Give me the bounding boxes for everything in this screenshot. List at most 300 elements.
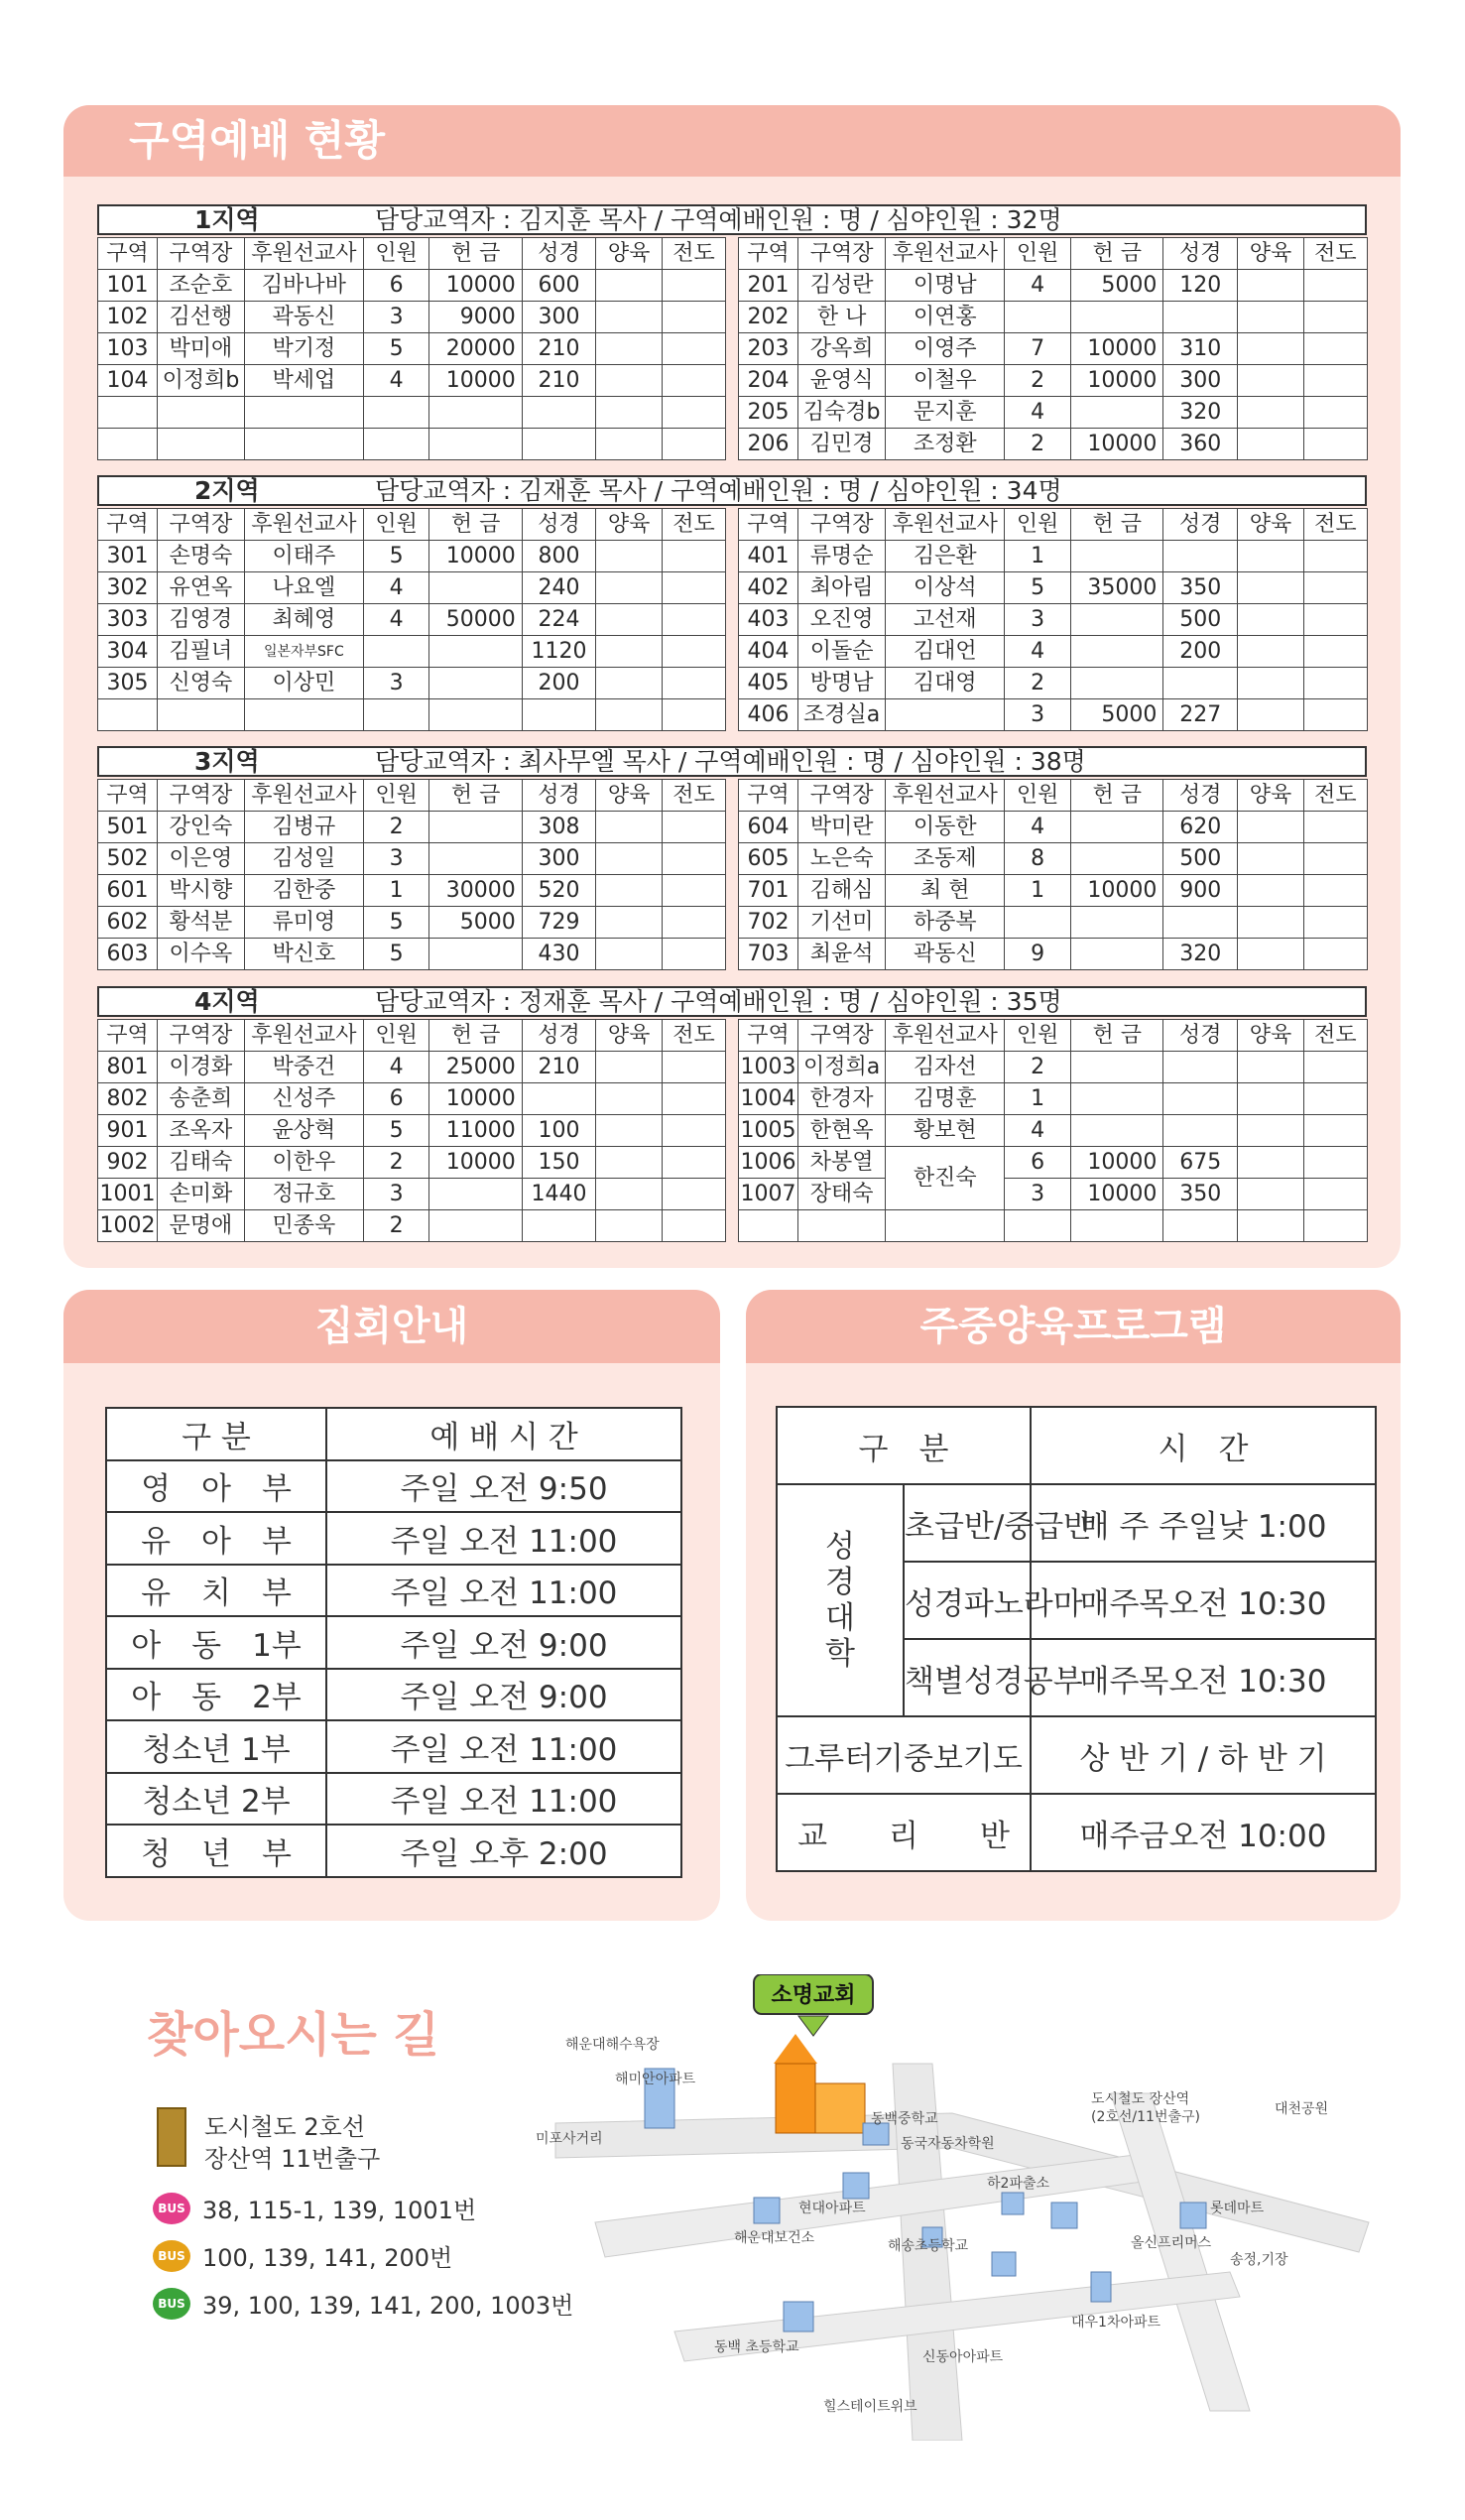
- table-cell: 10000: [429, 1147, 522, 1179]
- table-row: [739, 875, 1368, 907]
- table-cell: 240: [522, 572, 596, 604]
- column-header: 구역장: [798, 509, 886, 541]
- table-cell: [1303, 302, 1367, 333]
- table-cell: [1238, 365, 1304, 397]
- table-cell: 200: [522, 668, 596, 699]
- table-row: [739, 668, 1368, 699]
- table-cell: [363, 429, 429, 460]
- table-cell: 곽동신: [886, 939, 1005, 970]
- column-header: 후원선교사: [886, 1020, 1005, 1052]
- table-cell: 303: [98, 604, 158, 636]
- table-row: [739, 1115, 1368, 1147]
- table-cell: [1071, 907, 1163, 939]
- worship-time: 주일 오전 9:00: [326, 1616, 681, 1669]
- table-cell: 675: [1163, 1147, 1238, 1179]
- table-cell: [1071, 812, 1163, 843]
- table-cell: [596, 604, 663, 636]
- department-name: 청 년 부: [106, 1825, 326, 1877]
- table-cell: 406: [739, 699, 798, 731]
- table-row: [98, 429, 726, 460]
- table-row: [98, 333, 726, 365]
- worship-time: 주일 오전 11:00: [326, 1720, 681, 1773]
- map-label: 해운대해수욕장: [565, 2037, 660, 2053]
- table-cell: [1071, 604, 1163, 636]
- table-cell: [662, 541, 725, 572]
- table-cell: [662, 302, 725, 333]
- table-cell: 602: [98, 907, 158, 939]
- column-header: 양육: [1238, 1020, 1304, 1052]
- map-label: 롯데마트: [1210, 2201, 1265, 2216]
- table-cell: [662, 397, 725, 429]
- table-cell: 2: [363, 812, 429, 843]
- table-cell: [1163, 541, 1238, 572]
- table-cell: [1238, 429, 1304, 460]
- table-cell: [596, 1052, 663, 1083]
- map-label: 해송초등학교: [888, 2238, 969, 2254]
- table-row: [98, 270, 726, 302]
- location-map: [536, 1974, 1389, 2441]
- district-table-right: [738, 1019, 1368, 1242]
- table-cell: 1: [1005, 541, 1071, 572]
- table-cell: 10000: [1071, 875, 1163, 907]
- map-label: 송정,기장: [1230, 2252, 1288, 2268]
- table-cell: 5: [363, 1115, 429, 1147]
- table-cell: [596, 939, 663, 970]
- department-name: 아 동 1부: [106, 1616, 326, 1669]
- column-header: 성경: [1163, 1020, 1238, 1052]
- table-cell: 4: [363, 572, 429, 604]
- table-cell: 신영숙: [157, 668, 244, 699]
- column-header: 구역: [98, 509, 158, 541]
- table-cell: 701: [739, 875, 798, 907]
- table-cell: 210: [522, 333, 596, 365]
- col-time: 예 배 시 간: [326, 1408, 681, 1460]
- table-cell: 차봉열: [798, 1147, 886, 1179]
- table-cell: 35000: [1071, 572, 1163, 604]
- table-cell: [1303, 636, 1367, 668]
- column-header: 양육: [596, 1020, 663, 1052]
- column-header: 인원: [1005, 509, 1071, 541]
- directions-title: 찾아오시는 길: [147, 2007, 439, 2063]
- table-cell: 3: [363, 668, 429, 699]
- table-cell: 김성일: [244, 843, 363, 875]
- subway-exit: 장산역 11번출구: [204, 2145, 381, 2173]
- column-header: 전도: [1303, 780, 1367, 812]
- table-cell: [596, 572, 663, 604]
- table-cell: 205: [739, 397, 798, 429]
- table-cell: [662, 333, 725, 365]
- church-name: 소명교회: [771, 1983, 856, 2008]
- table-cell: 10000: [1071, 365, 1163, 397]
- table-cell: 조순호: [157, 270, 244, 302]
- district-worship-title: 구역예배 현황: [63, 105, 1401, 177]
- district-meta: 담당교역자 : 정재훈 목사 / 구역예배인원 : 명 / 심야인원 : 35명: [375, 987, 1062, 1016]
- district-name: 2지역: [194, 476, 260, 505]
- col-time: 시 간: [1031, 1407, 1376, 1484]
- table-cell: [1071, 636, 1163, 668]
- table-cell: 206: [739, 429, 798, 460]
- district-table-right: [738, 779, 1368, 970]
- table-cell: 10000: [1071, 1147, 1163, 1179]
- table-cell: 202: [739, 302, 798, 333]
- table-row: [98, 1179, 726, 1210]
- table-row: [739, 270, 1368, 302]
- table-cell: 900: [1163, 875, 1238, 907]
- table-cell: 곽동신: [244, 302, 363, 333]
- table-cell: [1071, 1210, 1163, 1242]
- table-cell: [596, 1179, 663, 1210]
- column-header: 구역: [98, 238, 158, 270]
- table-cell: 603: [98, 939, 158, 970]
- table-cell: 702: [739, 907, 798, 939]
- table-cell: 4: [1005, 812, 1071, 843]
- table-cell: 일본자부SFC: [244, 636, 363, 668]
- table-cell: 방명남: [798, 668, 886, 699]
- table-cell: 9: [1005, 939, 1071, 970]
- table-cell: [1238, 1147, 1304, 1179]
- table-row: [106, 1825, 681, 1877]
- column-header: 인원: [363, 780, 429, 812]
- table-cell: [596, 875, 663, 907]
- table-cell: 120: [1163, 270, 1238, 302]
- table-cell: [1303, 939, 1367, 970]
- table-cell: 나요엘: [244, 572, 363, 604]
- table-row: [106, 1460, 681, 1513]
- table-cell: [157, 397, 244, 429]
- table-cell: [1303, 270, 1367, 302]
- table-cell: [1238, 1083, 1304, 1115]
- table-cell: [429, 397, 522, 429]
- table-cell: [1238, 270, 1304, 302]
- church-icon: [774, 2034, 865, 2133]
- table-cell: 4: [1005, 397, 1071, 429]
- table-cell: 4: [1005, 270, 1071, 302]
- table-cell: [1071, 1115, 1163, 1147]
- column-header: 전도: [1303, 238, 1367, 270]
- table-cell: [596, 1083, 663, 1115]
- program-time: 매주금오전 10:00: [1031, 1794, 1376, 1871]
- table-cell: 10000: [1071, 429, 1163, 460]
- district-name: 4지역: [194, 987, 260, 1016]
- table-cell: 210: [522, 1052, 596, 1083]
- table-cell: [363, 636, 429, 668]
- table-cell: [429, 668, 522, 699]
- column-header: 헌 금: [1071, 238, 1163, 270]
- table-cell: 5: [363, 333, 429, 365]
- table-row: [98, 636, 726, 668]
- table-cell: [1163, 668, 1238, 699]
- table-cell: 7: [1005, 333, 1071, 365]
- table-cell: [662, 1115, 725, 1147]
- column-header: 전도: [1303, 509, 1367, 541]
- table-cell: [662, 1052, 725, 1083]
- table-cell: 5: [363, 541, 429, 572]
- table-cell: [1163, 1083, 1238, 1115]
- table-cell: [98, 397, 158, 429]
- table-cell: [662, 365, 725, 397]
- program-name: 초급반/중급반: [904, 1484, 1031, 1562]
- table-cell: 이정희b: [157, 365, 244, 397]
- table-cell: [1238, 636, 1304, 668]
- table-cell: [429, 1179, 522, 1210]
- table-row: [739, 1179, 1368, 1210]
- table-cell: 600: [522, 270, 596, 302]
- table-cell: 101: [98, 270, 158, 302]
- table-cell: 100: [522, 1115, 596, 1147]
- meeting-table: [105, 1407, 682, 1878]
- table-cell: 5: [363, 939, 429, 970]
- map-label: 현대아파트: [798, 2201, 866, 2216]
- table-cell: [1005, 907, 1071, 939]
- table-cell: [596, 1147, 663, 1179]
- table-cell: [596, 699, 663, 731]
- program-name: 성경파노라마: [904, 1562, 1031, 1639]
- table-row: [739, 843, 1368, 875]
- table-cell: 227: [1163, 699, 1238, 731]
- column-header: 성경: [522, 509, 596, 541]
- column-header: 헌 금: [429, 780, 522, 812]
- table-cell: [1238, 875, 1304, 907]
- weekly-program-panel: [746, 1290, 1401, 1921]
- table-cell: 1005: [739, 1115, 798, 1147]
- table-row: [106, 1512, 681, 1565]
- table-row: [739, 907, 1368, 939]
- column-header: 후원선교사: [244, 780, 363, 812]
- bus-route-3: [153, 2286, 573, 2322]
- table-cell: 이태주: [244, 541, 363, 572]
- table-cell: 김영경: [157, 604, 244, 636]
- column-header: 후원선교사: [886, 509, 1005, 541]
- program-time: 매주목오전 10:30: [1031, 1562, 1376, 1639]
- table-cell: 4: [363, 365, 429, 397]
- table-cell: [1303, 1083, 1367, 1115]
- table-cell: [1238, 604, 1304, 636]
- table-cell: 30000: [429, 875, 522, 907]
- table-cell: 402: [739, 572, 798, 604]
- table-cell: 620: [1163, 812, 1238, 843]
- table-cell: 한현옥: [798, 1115, 886, 1147]
- table-cell: [244, 699, 363, 731]
- table-row: [739, 1210, 1368, 1242]
- table-cell: 이은영: [157, 843, 244, 875]
- table-row: [739, 1052, 1368, 1083]
- table-cell: 류미영: [244, 907, 363, 939]
- table-cell: 김바나바: [244, 270, 363, 302]
- table-row: [98, 572, 726, 604]
- table-cell: 308: [522, 812, 596, 843]
- district-table-left: [97, 779, 726, 970]
- table-cell: 김필녀: [157, 636, 244, 668]
- table-cell: [596, 1210, 663, 1242]
- table-cell: 이돌순: [798, 636, 886, 668]
- column-header: 성경: [522, 780, 596, 812]
- table-cell: 1006: [739, 1147, 798, 1179]
- table-cell: [662, 699, 725, 731]
- table-cell: [1303, 365, 1367, 397]
- table-row: [106, 1669, 681, 1721]
- column-header: 인원: [1005, 238, 1071, 270]
- table-cell: [1163, 1115, 1238, 1147]
- table-cell: [596, 541, 663, 572]
- table-cell: 문지훈: [886, 397, 1005, 429]
- table-cell: 801: [98, 1052, 158, 1083]
- table-cell: 이경화: [157, 1052, 244, 1083]
- column-header: 구역: [98, 780, 158, 812]
- table-cell: 901: [98, 1115, 158, 1147]
- district-meta: 담당교역자 : 김지훈 목사 / 구역예배인원 : 명 / 심야인원 : 32명: [375, 205, 1062, 234]
- table-cell: [429, 636, 522, 668]
- bible-college-label: [777, 1484, 904, 1716]
- table-cell: [429, 843, 522, 875]
- table-cell: 한 나: [798, 302, 886, 333]
- table-cell: [662, 843, 725, 875]
- table-cell: [1238, 699, 1304, 731]
- table-cell: 500: [1163, 604, 1238, 636]
- column-header: 양육: [596, 238, 663, 270]
- column-header: 구역: [739, 509, 798, 541]
- table-cell: 이한우: [244, 1147, 363, 1179]
- table-cell: [1303, 604, 1367, 636]
- table-cell: 강옥희: [798, 333, 886, 365]
- column-header: 후원선교사: [886, 780, 1005, 812]
- table-cell: 203: [739, 333, 798, 365]
- table-cell: [662, 1210, 725, 1242]
- table-cell: [429, 429, 522, 460]
- table-cell: [1303, 875, 1367, 907]
- table-cell: 1: [363, 875, 429, 907]
- bus-routes: 38, 115-1, 139, 1001번: [202, 2197, 477, 2224]
- table-row: [98, 875, 726, 907]
- table-cell: [596, 397, 663, 429]
- district-table-left: [97, 1019, 726, 1242]
- district-block: [97, 986, 1367, 1238]
- district-header: [97, 986, 1367, 1017]
- table-row: [98, 365, 726, 397]
- table-cell: 박신호: [244, 939, 363, 970]
- table-cell: 김숙경b: [798, 397, 886, 429]
- table-cell: 1: [1005, 1083, 1071, 1115]
- map-label: 도시철도 장산역: [1091, 2091, 1190, 2107]
- department-name: 유 치 부: [106, 1565, 326, 1617]
- table-cell: 황석분: [157, 907, 244, 939]
- table-cell: [1303, 397, 1367, 429]
- subway-icon: [157, 2107, 186, 2167]
- table-cell: [1303, 541, 1367, 572]
- table-cell: 조동제: [886, 843, 1005, 875]
- table-cell: 김선행: [157, 302, 244, 333]
- table-cell: [1071, 1052, 1163, 1083]
- table-cell: 최윤석: [798, 939, 886, 970]
- table-cell: [739, 1210, 798, 1242]
- table-cell: 노은숙: [798, 843, 886, 875]
- table-cell: 민종욱: [244, 1210, 363, 1242]
- table-cell: 조정환: [886, 429, 1005, 460]
- table-cell: 601: [98, 875, 158, 907]
- table-cell: 2: [363, 1210, 429, 1242]
- table-cell: [662, 1147, 725, 1179]
- table-cell: 한경자: [798, 1083, 886, 1115]
- table-cell: 김한중: [244, 875, 363, 907]
- table-cell: [1238, 939, 1304, 970]
- map-label: 올신프리머스: [1131, 2235, 1212, 2251]
- table-cell: [1238, 572, 1304, 604]
- table-cell: [1303, 907, 1367, 939]
- column-header: 구역장: [798, 238, 886, 270]
- table-cell: [1238, 541, 1304, 572]
- table-cell: [596, 907, 663, 939]
- column-header: 성경: [1163, 509, 1238, 541]
- table-cell: 10000: [1071, 1179, 1163, 1210]
- table-cell: 김자선: [886, 1052, 1005, 1083]
- district-table-left: [97, 237, 726, 460]
- column-header: 구역장: [157, 509, 244, 541]
- column-header: 후원선교사: [244, 509, 363, 541]
- column-header: 구역: [98, 1020, 158, 1052]
- worship-time: 주일 오전 9:00: [326, 1669, 681, 1721]
- table-cell: [662, 270, 725, 302]
- district-worship-panel: [63, 105, 1401, 1268]
- department-name: 유 아 부: [106, 1512, 326, 1565]
- table-cell: 3: [363, 843, 429, 875]
- table-cell: 310: [1163, 333, 1238, 365]
- table-cell: [662, 429, 725, 460]
- table-cell: [662, 907, 725, 939]
- table-cell: [596, 270, 663, 302]
- department-name: 청소년 2부: [106, 1773, 326, 1826]
- table-cell: 류명순: [798, 541, 886, 572]
- table-row: [98, 668, 726, 699]
- table-cell: [1163, 1052, 1238, 1083]
- col-category: 구 분: [106, 1408, 326, 1460]
- column-header: 전도: [662, 238, 725, 270]
- table-cell: 501: [98, 812, 158, 843]
- table-cell: 6: [1005, 1147, 1071, 1179]
- column-header: 구역장: [157, 1020, 244, 1052]
- column-header: 후원선교사: [886, 238, 1005, 270]
- table-cell: 301: [98, 541, 158, 572]
- worship-time: 주일 오전 11:00: [326, 1512, 681, 1565]
- table-cell: 9000: [429, 302, 522, 333]
- table-cell: 2: [1005, 668, 1071, 699]
- table-cell: 유연옥: [157, 572, 244, 604]
- column-header: 전도: [1303, 1020, 1367, 1052]
- table-cell: [522, 1083, 596, 1115]
- table-row: [98, 604, 726, 636]
- table-cell: 4: [1005, 1115, 1071, 1147]
- table-row: [98, 1147, 726, 1179]
- table-row: [106, 1720, 681, 1773]
- table-cell: 문명애: [157, 1210, 244, 1242]
- table-cell: 150: [522, 1147, 596, 1179]
- table-cell: 300: [1163, 365, 1238, 397]
- table-cell: 이정희a: [798, 1052, 886, 1083]
- table-cell: [1303, 1052, 1367, 1083]
- table-row: [98, 1083, 726, 1115]
- table-cell: 6: [363, 270, 429, 302]
- table-row: [106, 1773, 681, 1826]
- table-cell: [1303, 333, 1367, 365]
- table-cell: 한진숙: [886, 1147, 1005, 1210]
- table-row: [739, 365, 1368, 397]
- table-cell: 3: [363, 1179, 429, 1210]
- table-row: [98, 541, 726, 572]
- table-cell: 102: [98, 302, 158, 333]
- table-cell: 신성주: [244, 1083, 363, 1115]
- table-cell: 4: [363, 1052, 429, 1083]
- table-cell: [1163, 1210, 1238, 1242]
- column-header: 헌 금: [1071, 1020, 1163, 1052]
- district-header: [97, 746, 1367, 777]
